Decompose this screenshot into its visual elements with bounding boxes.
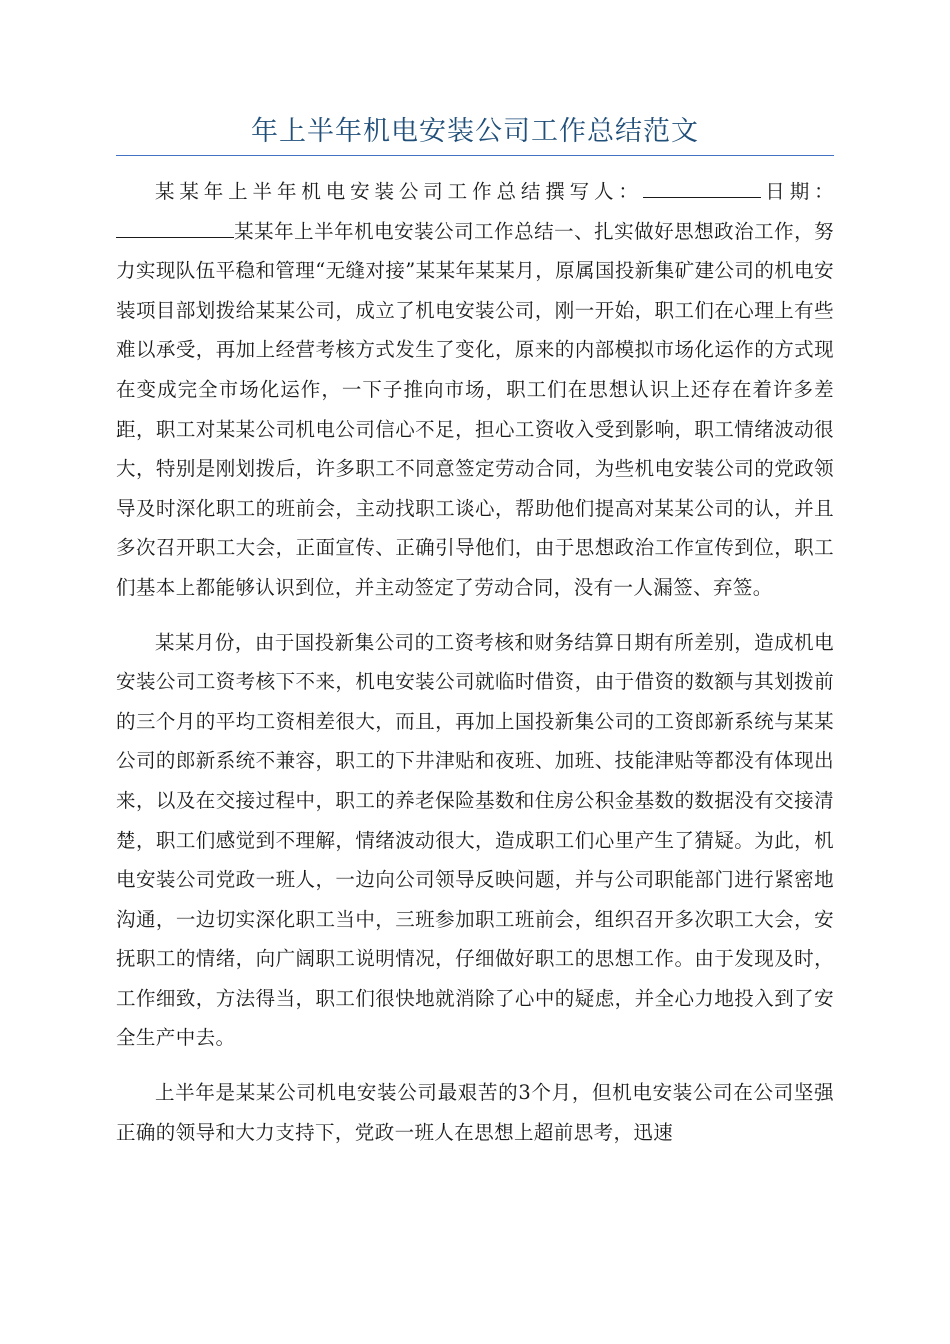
author-label: 某某年上半年机电安装公司工作总结撰写人：: [155, 180, 643, 203]
paragraph-3: 上半年是某某公司机电安装公司最艰苦的3个月，但机电安装公司在公司坚强正确的领导和大力支持下，党政一班人在思想上超前思考，迅速: [116, 1081, 834, 1144]
paragraph-1: [116, 172, 834, 608]
paragraph-2: 某某月份，由于国投新集公司的工资考核和财务结算日期有所差别，造成机电安装公司工资考核下不来，机电安装公司就临时借资，由于借资的数额与其划拨前的三个月的平均工资相差很大，而且，再加上国投新集公司的工资郎新系统与某某公司的郎新系统不兼容，职工的下井津贴和夜班、加班、技能津贴等都没有体现出来，以及在交接过程中，职工的养老保险基数和住房公积金基数的数据没有交接清楚，职工们感觉到不理解，情绪波动很大，造成职工们心里产生了猜疑。为此，机电安装公司党政一班人，一边向公司领导反映问题，并与公司职能部门进行紧密地沟通，一边切实深化职工当中，三班参加职工班前会，组织召开多次职工大会，安抚职工的情绪，向广阔职工说明情况，仔细做好职工的思想工作。由于发现及时，工作细致，方法得当，职工们很快地就消除了心中的疑虑，并全心力地投入到了安全生产中去。: [116, 630, 834, 1050]
document-body: [116, 172, 834, 1167]
date-label: 日期：: [760, 180, 834, 203]
author-blank-line: [643, 175, 761, 198]
title-underline-rule: [116, 155, 834, 156]
date-blank-line: [116, 215, 234, 238]
paragraph-1-text: 某某年上半年机电安装公司工作总结一、扎实做好思想政治工作，努力实现队伍平稳和管理“无缝对接”某某年某某月，原属国投新集矿建公司的机电安装项目部划拨给某某公司，成立了机电安装公司，刚一开始，职工们在心理上有些难以承受，再加上经营考核方式发生了变化，原来的内部模拟市场化运作的方式现在变成完全市场化运作，一下子推向市场，职工们在思想认识上还存在着许多差距，职工对某某公司机电公司信心不足，担心工资收入受到影响，职工情绪波动很大，特别是刚划拨后，许多职工不同意签定劳动合同，为些机电安装公司的党政领导及时深化职工的班前会，主动找职工谈心，帮助他们提高对某某公司的认，并且多次召开职工大会，正面宣传、正确引导他们，由于思想政治工作宣传到位，职工们基本上都能够认识到位，并主动签定了劳动合同，没有一人漏签、弃签。: [116, 219, 834, 599]
document-title: 年上半年机电安装公司工作总结范文: [251, 116, 699, 147]
